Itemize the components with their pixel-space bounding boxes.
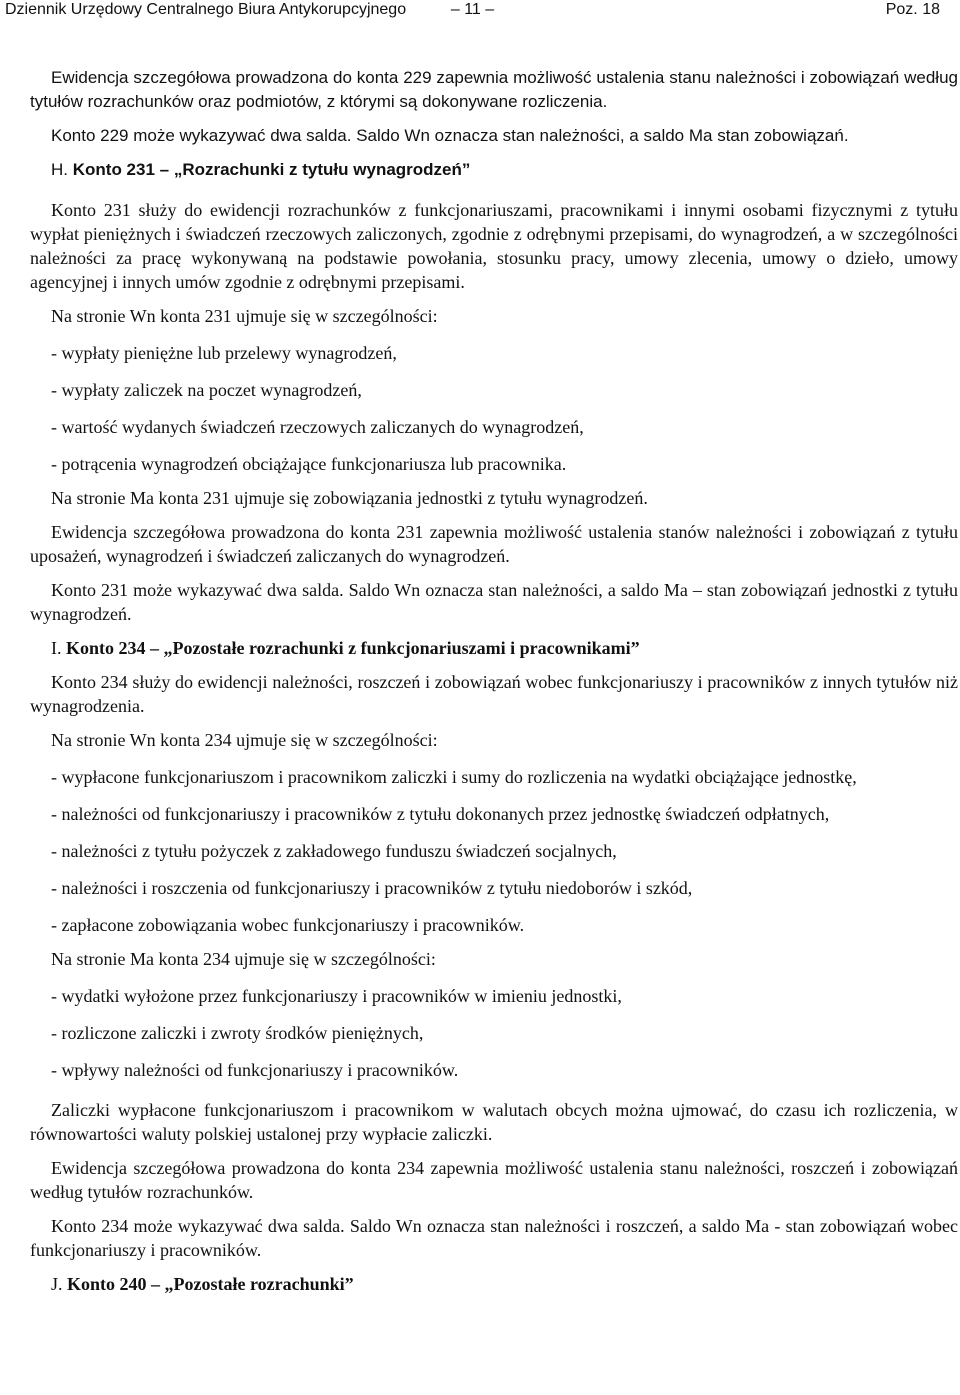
list-item: - wydatki wyłożone przez funkcjonariuszy i pracowników w imieniu jednostki, — [51, 986, 622, 1006]
paragraph-234-intro: Konto 234 służy do ewidencji należności, roszczeń i zobowiązań wobec funkcjonariuszy i pracowników z innych tytułów niż wynagrodzenia. — [30, 672, 958, 716]
paragraph-231-ma: Na stronie Ma konta 231 ujmuje się zobowiązania jednostki z tytułu wynagrodzeń. — [51, 488, 648, 508]
list-item: - należności od funkcjonariuszy i pracowników z tytułu dokonanych przez jednostkę świadczeń odpłatnych, — [51, 804, 830, 824]
list-item: - należności z tytułu pożyczek z zakładowego funduszu świadczeń socjalnych, — [51, 841, 617, 861]
paragraph-234-ewidencja: Ewidencja szczegółowa prowadzona do konta 234 zapewnia możliwość ustalenia stanu należności, roszczeń i zobowiązań według tytułów rozrachunków. — [30, 1158, 958, 1202]
heading-letter: J. — [51, 1274, 63, 1294]
paragraph-231-wn-head: Na stronie Wn konta 231 ujmuje się w szczególności: — [51, 306, 438, 326]
paragraph-229-ewidencja: Ewidencja szczegółowa prowadzona do konta 229 zapewnia możliwość ustalenia stanu należności i zobowiązań według tytułów rozrachunków oraz podmiotów, z którymi są dokonywane rozliczenia. — [30, 68, 958, 111]
paragraph-231-intro: Konto 231 służy do ewidencji rozrachunków z funkcjonariuszami, pracownikami i innymi osobami fizycznymi z tytułu wypłat pieniężnych i świadczeń rzeczowych zaliczonych, zgodnie z odrębnymi przepisami, do wynagrodzeń, a w szczególności należności za pracę wykonywaną na podstawie powołania, stosunku pracy, umowy zlecenia, umowy o dzieło, umowy agencyjnej i innych umów zgodnie z odrębnymi przepisami. — [30, 200, 958, 292]
paragraph-234-ma-head: Na stronie Ma konta 234 ujmuje się w szczególności: — [51, 949, 436, 969]
heading-letter: I. — [51, 638, 62, 658]
heading-title: Konto 234 – „Pozostałe rozrachunki z funkcjonariuszami i pracownikami” — [66, 638, 640, 658]
document-body — [30, 66, 958, 1296]
heading-konto-240 — [30, 1272, 958, 1296]
heading-konto-231 — [30, 158, 958, 182]
publication-title: Dziennik Urzędowy Centralnego Biura Antykorupcyjnego — [5, 1, 407, 18]
list-item: - wypłacone funkcjonariuszom i pracownikom zaliczki i sumy do rozliczenia na wydatki obciążające jednostkę, — [51, 767, 857, 787]
list-item: - potrącenia wynagrodzeń obciążające funkcjonariusza lub pracownika. — [51, 454, 567, 474]
heading-konto-234 — [30, 636, 958, 660]
position-number: Poz. 18 — [885, 1, 940, 18]
paragraph-234-zaliczki: Zaliczki wypłacone funkcjonariuszom i pracownikom w walutach obcych można ujmować, do czasu ich rozliczenia, w równowartości waluty polskiej ustalonej przy wypłacie zaliczki. — [30, 1100, 958, 1144]
paragraph-229-saldo: Konto 229 może wykazywać dwa salda. Saldo Wn oznacza stan należności, a saldo Ma stan zobowiązań. — [51, 126, 849, 145]
paragraph-231-ewidencja: Ewidencja szczegółowa prowadzona do konta 231 zapewnia możliwość ustalenia stanów należności i zobowiązań z tytułu uposażeń, wynagrodzeń i świadczeń zaliczanych do wynagrodzeń. — [30, 522, 958, 566]
paragraph-234-saldo: Konto 234 może wykazywać dwa salda. Saldo Wn oznacza stan należności i roszczeń, a saldo Ma - stan zobowiązań wobec funkcjonariuszy i pracowników. — [30, 1216, 958, 1260]
list-item: - należności i roszczenia od funkcjonariuszy i pracowników z tytułu niedoborów i szkód, — [51, 878, 693, 898]
heading-title: Konto 231 – „Rozrachunki z tytułu wynagrodzeń” — [72, 160, 471, 179]
heading-letter: H. — [51, 160, 68, 179]
list-item: - zapłacone zobowiązania wobec funkcjonariuszy i pracowników. — [51, 915, 525, 935]
list-item: - wpływy należności od funkcjonariuszy i pracowników. — [51, 1060, 459, 1080]
paragraph-231-saldo: Konto 231 może wykazywać dwa salda. Saldo Wn oznacza stan należności, a saldo Ma – stan zobowiązań jednostki z tytułu wynagrodzeń. — [30, 580, 958, 624]
list-item: - wypłaty pieniężne lub przelewy wynagrodzeń, — [51, 343, 397, 363]
list-item: - wypłaty zaliczek na poczet wynagrodzeń, — [51, 380, 362, 400]
list-item: - wartość wydanych świadczeń rzeczowych zaliczanych do wynagrodzeń, — [51, 417, 584, 437]
paragraph-234-wn-head: Na stronie Wn konta 234 ujmuje się w szczególności: — [51, 730, 438, 750]
list-item: - rozliczone zaliczki i zwroty środków pieniężnych, — [51, 1023, 424, 1043]
page-number: – 11 – — [450, 1, 495, 18]
page-header — [5, 0, 940, 22]
heading-title: Konto 240 – „Pozostałe rozrachunki” — [67, 1274, 354, 1294]
